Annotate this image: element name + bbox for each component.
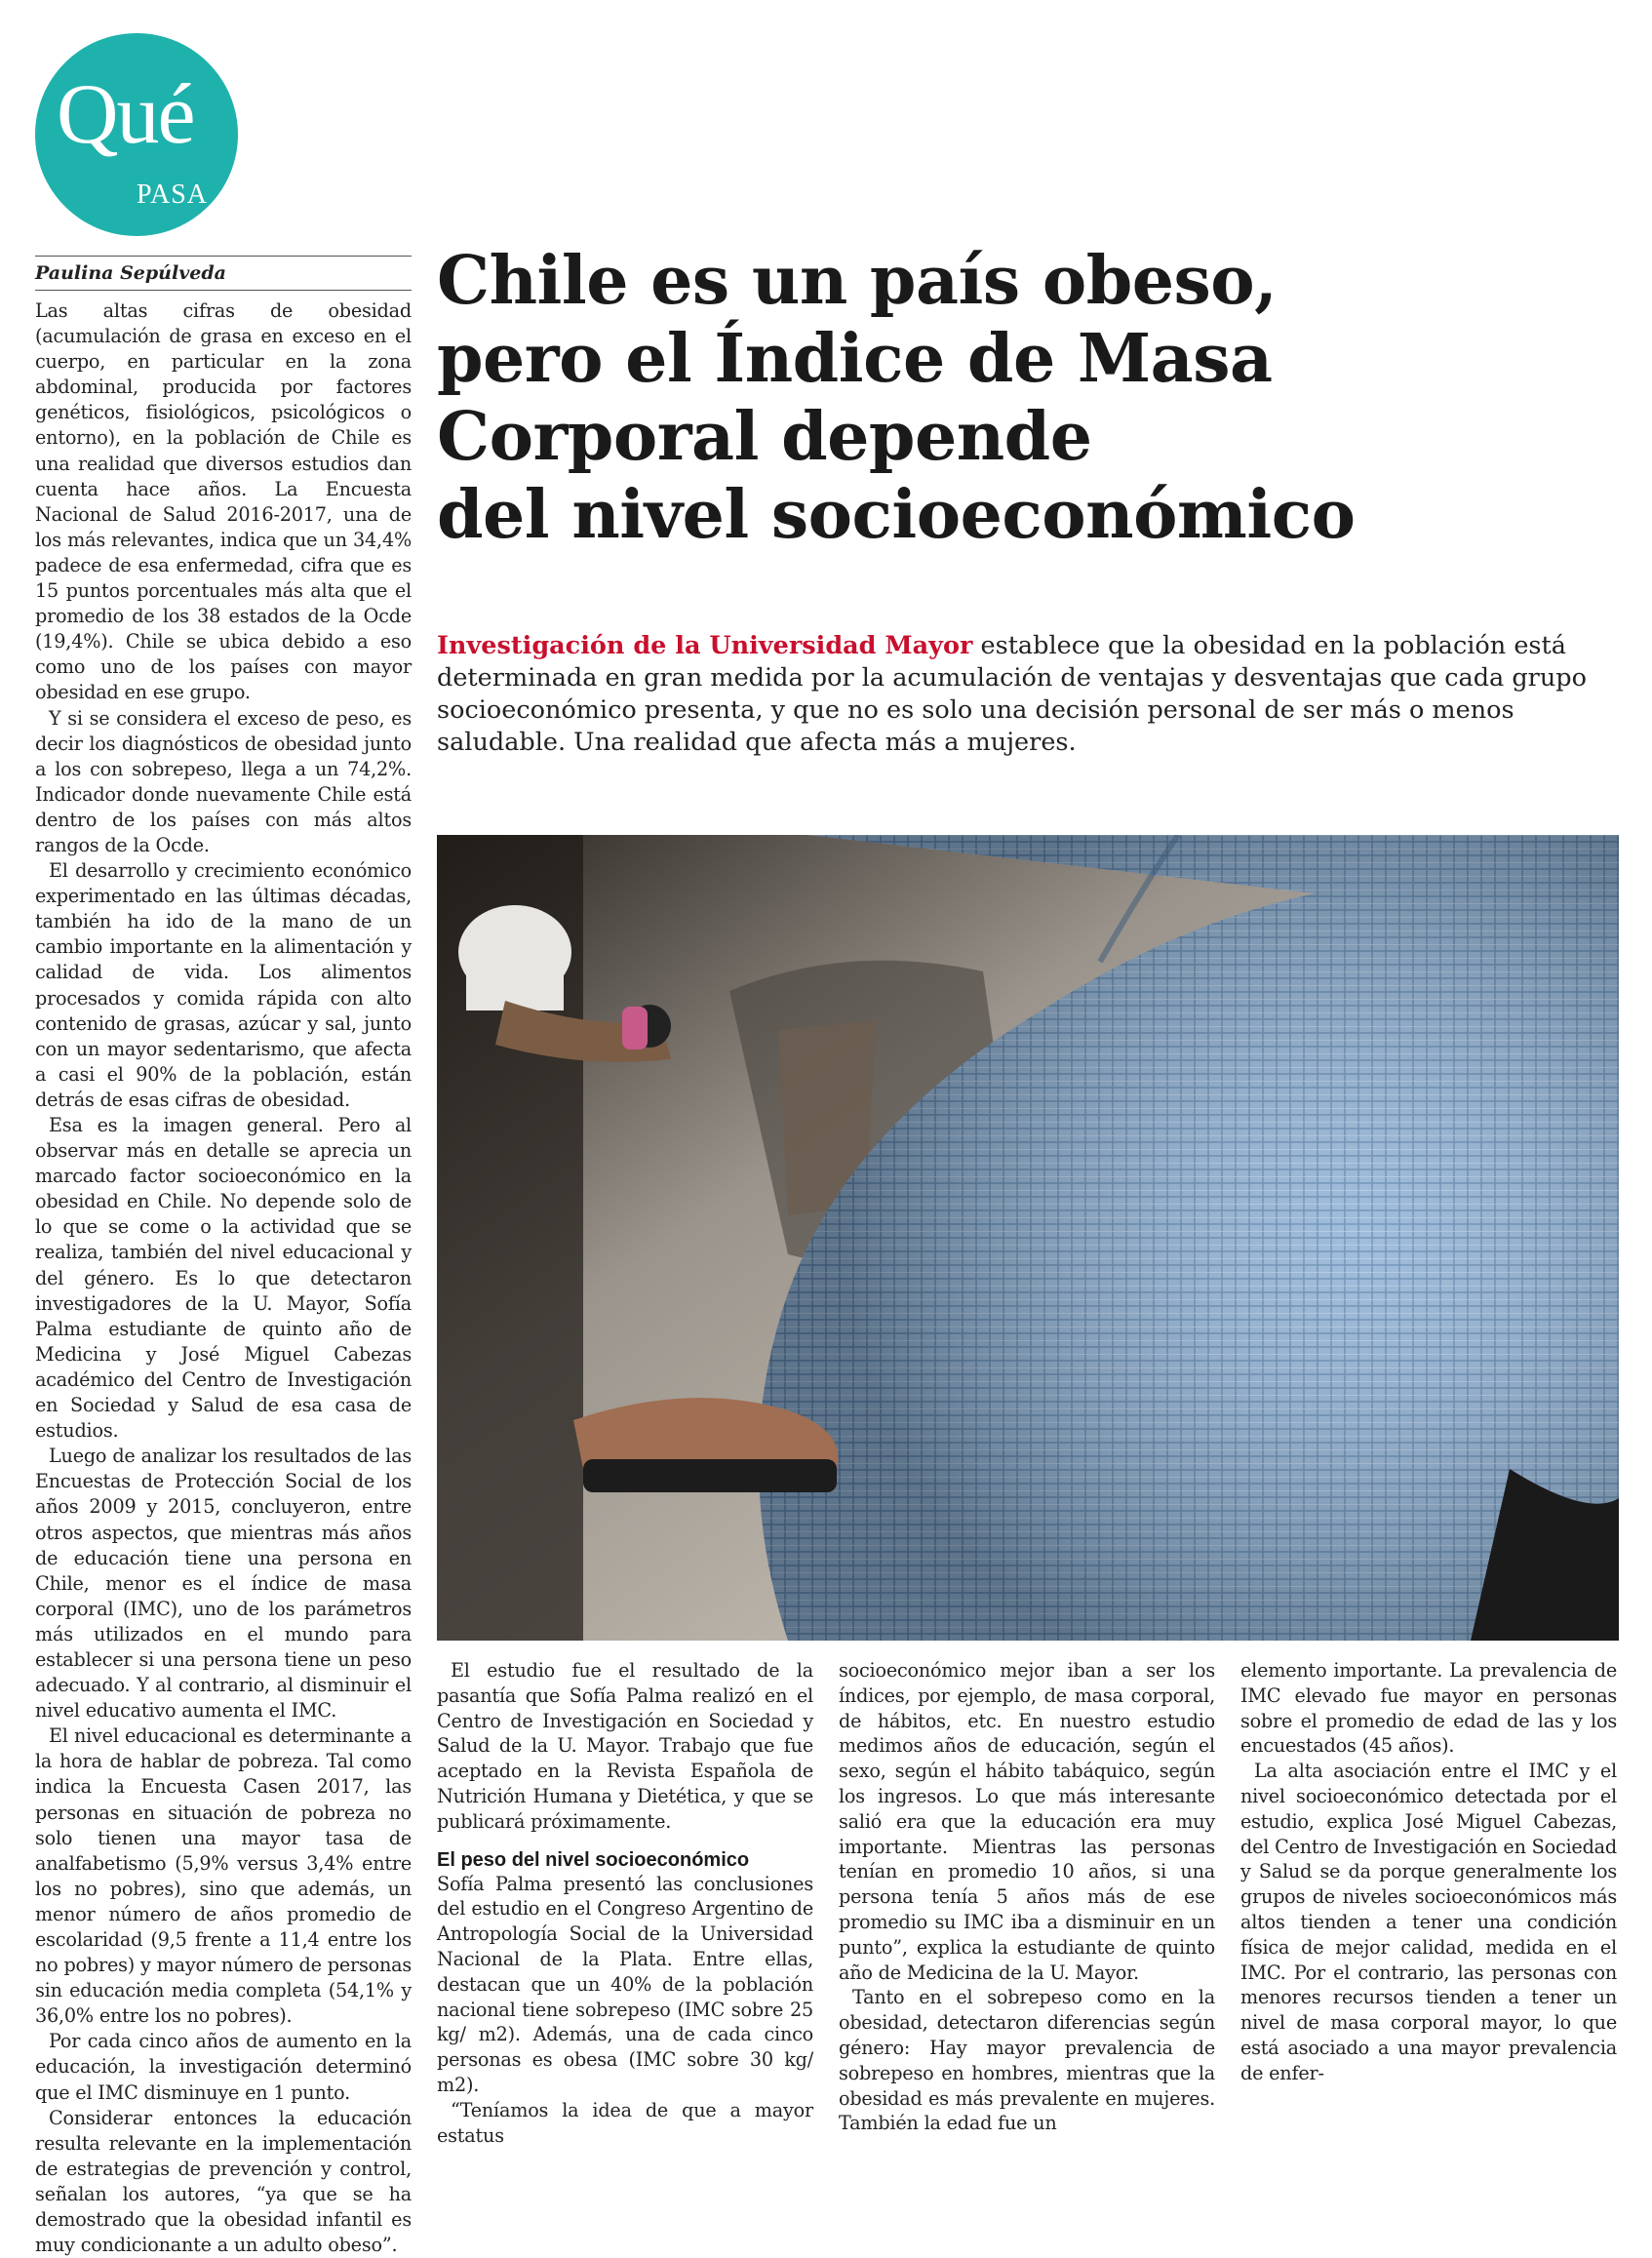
paragraph: elemento importante. La prevalencia de IMC elevado fue mayor en personas sobre el promedio de edad de las y los encuestados (45 años). <box>1240 1659 1617 1758</box>
headline-line: del nivel socioeconómico <box>437 476 1356 554</box>
paragraph: El desarrollo y crecimiento económico experimentado en las últimas décadas, también ha ido de la mano de un cambio importante en la alimentación y calidad de vida. Los alimentos procesados y comida rápida con alto contenido de grasas, azúcar y sal, junto con un mayor sedentarismo, que afecta a casi el 90% de la población, están detrás de esas cifras de obesidad. <box>35 859 412 1111</box>
paragraph: “Teníamos la idea de que a mayor estatus <box>437 2098 813 2147</box>
paragraph: Tanto en el sobrepeso como en la obesidad, detectaron diferencias según género: Hay mayor prevalencia de sobrepeso en hombres, mientras que la obesidad es más prevalente en mujeres. También la edad fue un <box>839 1986 1215 2135</box>
paragraph: Las altas cifras de obesidad (acumulación de grasa en exceso en el cuerpo, en particular en la zona abdominal, producida por factores genéticos, fisiológicos, psicológicos o entorno), en la población de Chile es una realidad que diversos estudios dan cuenta hace años. La Encuesta Nacional de Salud 2016-2017, una de los más relevantes, indica que un 34,4% padece de esa enfermedad, cifra que es 15 puntos porcentuales más alta que el promedio de los 38 estados de la Ocde (19,4%). Chile se ubica debido a eso como uno de los países con mayor obesidad en ese grupo. <box>35 299 412 704</box>
column-3 <box>839 1658 1215 2136</box>
article-photo <box>437 835 1619 1641</box>
paragraph: Sofía Palma presentó las conclusiones del estudio en el Congreso Argentino de Antropología Social de la Universidad Nacional de la Plata. Entre ellas, destacan que un 40% de la población nacional tiene sobrepeso (IMC sobre 25 kg/ m2). Además, una de cada cinco personas es obesa (IMC sobre 30 kg/ m2). <box>437 1872 813 2096</box>
paragraph: Considerar entonces la educación resulta relevante en la implementación de estrategias de prevención y control, señalan los autores, “ya que se ha demostrado que la obesidad infantil es muy condicionante a un adulto obeso”. <box>35 2106 412 2257</box>
headline-line: Corporal depende <box>437 398 1092 476</box>
headline <box>437 242 1627 554</box>
column-3-text <box>839 1658 1215 2136</box>
paragraph: Esa es la imagen general. Pero al observar más en detalle se aprecia un marcado factor socioeconómico en la obesidad en Chile. No depende solo de lo que se come o la actividad que se realiza, también del nivel educacional y del género. Es lo que detectaron investigadores de la U. Mayor, Sofía Palma estudiante de quinto año de Medicina y José Miguel Cabezas académico del Centro de Investigación en Sociedad y Salud de esa casa de estudios. <box>35 1114 412 1443</box>
paragraph: Por cada cinco años de aumento en la educación, la investigación determinó que el IMC disminuye en 1 punto. <box>35 2030 412 2104</box>
column-1-text <box>35 298 412 2258</box>
deck <box>437 630 1627 759</box>
logo-que: Qué <box>57 67 194 162</box>
deck-lead: Investigación de la Universidad Mayor <box>437 631 973 660</box>
paragraph: Y si se considera el exceso de peso, es decir los diagnósticos de obesidad junto a los con sobrepeso, llega a un 74,2%. Indicador donde nuevamente Chile está dentro de los países con más altos rangos de la Ocde. <box>35 706 412 856</box>
paragraph: El nivel educacional es determinante a la hora de hablar de pobreza. Tal como indica la Encuesta Casen 2017, las personas en situación de pobreza no solo tienen una mayor tasa de analfabetismo (5,9% versus 3,4% entre los no pobres), sino que además, un menor número de años promedio de escolaridad (9,5 frente a 11,4 entre los no pobres) y mayor número de personas sin educación media completa (54,1% y 36,0% entre los no pobres). <box>35 1724 412 2028</box>
column-2 <box>437 1658 813 2148</box>
deck-text: establece que la obesidad en la población está determinada en gran medida por la acumulación de ventajas y desventajas que cada grupo socioeconómico presenta, y que no es solo una decisión personal de ser más o menos saludable. Una realidad que afecta más a mujeres. <box>437 631 1587 757</box>
column-2-text <box>437 1658 813 2148</box>
que-pasa-logo <box>35 33 238 236</box>
paragraph: Luego de analizar los resultados de las Encuestas de Protección Social de los años 2009 y 2015, concluyeron, entre otros aspectos, que mientras más años de educación tiene una persona en Chile, menor es el índice de masa corporal (IMC), uno de los parámetros más utilizados en el mundo para establecer si una persona tiene un peso adecuado. Y al contrario, al disminuir el nivel educativo aumenta el IMC. <box>35 1445 412 1723</box>
paragraph: El estudio fue el resultado de la pasantía que Sofía Palma realizó en el Centro de Investigación en Sociedad y Salud de la U. Mayor. Trabajo que fue aceptado en la Revista Española de Nutrición Humana y Dietética, y que se publicará próximamente. <box>437 1659 813 1833</box>
byline: Paulina Sepúlveda <box>35 256 412 291</box>
column-1 <box>35 256 412 2258</box>
subheading: El peso del nivel socioeconómico <box>437 1848 750 1871</box>
paragraph: socioeconómico mejor iban a ser los índices, por ejemplo, de masa corporal, de hábitos, etc. En nuestro estudio medimos años de educación, según el sexo, según el hábito tabáquico, según los ingresos. Lo que más interesante salió era que la educación era muy importante. Mientras las personas tenían en promedio 10 años, si una persona tenía 5 años más de ese promedio su IMC iba a disminuir en un punto”, explica la estudiante de quinto año de Medicina de la U. Mayor. <box>839 1659 1215 1984</box>
column-4 <box>1240 1658 1617 2086</box>
photo-illustration <box>437 835 1619 1641</box>
headline-line: pero el Índice de Masa <box>437 320 1273 398</box>
logo-pasa: PASA <box>137 179 209 210</box>
column-4-text <box>1240 1658 1617 2086</box>
paragraph: La alta asociación entre el IMC y el nivel socioeconómico detectada por el estudio, explica José Miguel Cabezas, del Centro de Investigación en Sociedad y Salud se da porque generalmente los grupos de niveles socioeconómicos más altos tienden a tener una condición física de mejor calidad, medida en el IMC. Por el contrario, las personas con menores recursos tienden a tener un nivel de masa corporal mayor, lo que está asociado a una mayor prevalencia de enfer- <box>1240 1760 1617 2084</box>
headline-line: Chile es un país obeso, <box>437 242 1278 320</box>
